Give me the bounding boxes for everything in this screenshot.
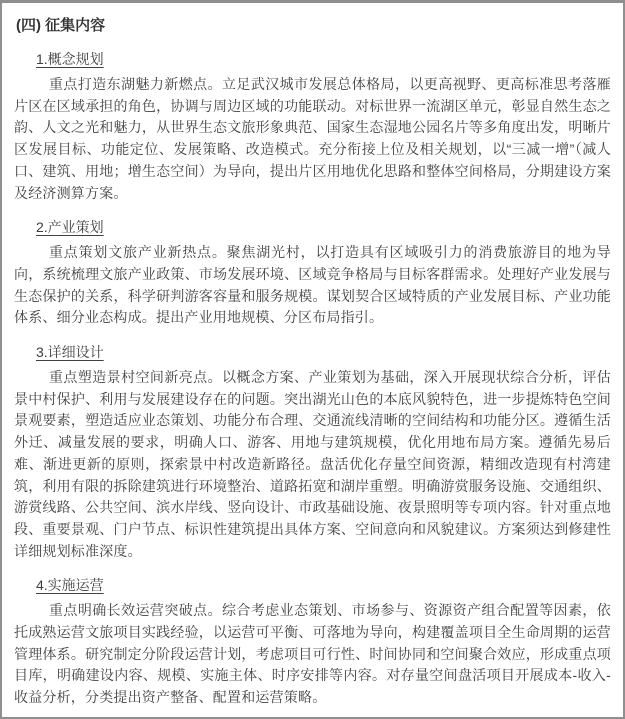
section-heading: 1.概念规划: [36, 51, 104, 67]
section-paragraph: 重点塑造景村空间新亮点。以概念方案、产业策划为基础，深入开展现状综合分析，评估景中村保护、利用与发展建设存在的问题。突出湖光山色的本底风貌特色，进一步提炼特色空间景观要素，塑造适应业态策划、功能分布合理、交通流线清晰的空间结构和功能分区。遵循生活外迁、减量发展的要求，明确人口、游客、用地与建筑规模，优化用地布局方案。遵循先易后难、渐进更新的原则，探索景中村改造新路径。盘活优化存量空间资源，精细改造现有村湾建筑，利用有限的拆除建筑进行环境整治、道路拓宽和湖岸重塑。明确游赏服务设施、交通组织、游赏线路、公共空间、滨水岸线、竖向设计、市政基础设施、夜景照明等专项内容。针对重点地段、重要景观、门户节点、标识性建筑提出具体方案、空间意向和风貌建议。方案须达到修建性详细规划标准深度。: [14, 369, 611, 559]
section-heading: 3.详细设计: [36, 344, 104, 361]
page-title: (四) 征集内容: [16, 17, 106, 34]
section-heading: 2.产业策划: [36, 219, 104, 236]
content-section: [14, 342, 611, 562]
content-section: [14, 49, 611, 204]
section-paragraph: 重点明确长效运营突破点。综合考虑业态策划、市场参与、资源资产组合配置等因素，依托成熟运营文旅项目实践经验，以运营可平衡、可落地为导向，构建覆盖项目全生命周期的运营管理体系。研究制定分阶段运营计划，考虑项目可行性、时间协同和空间聚合效应，形成重点项目库，明确建设内容、规模、实施主体、时序安排等内容。对存量空间盘活项目开展成本-收入-收益分析，分类提出资产整备、配置和运营策略。: [14, 602, 611, 706]
section-heading: 4.实施运营: [36, 577, 104, 594]
content-section: [14, 217, 611, 329]
section-paragraph: 重点策划文旅产业新热点。聚焦湖光村，以打造具有区域吸引力的消费旅游目的地为导向，系统梳理文旅产业政策、市场发展环境、区域竞争格局与目标客群需求。处理好产业发展与生态保护的关系，科学研判游客容量和服务规模。谋划契合区域特质的产业发展目标、产业功能体系、细分业态构成。提出产业用地规模、分区布局指引。: [14, 244, 611, 326]
content-section: [14, 575, 611, 709]
sections-container: [14, 49, 611, 709]
section-paragraph: 重点打造东湖魅力新燃点。立足武汉城市发展总体格局，以更高视野、更高标准思考落雁片区在区域承担的角色，协调与周边区域的功能联动。对标世界一流湖区单元，彰显自然生态之韵、人文之光和魅力，从世界生态文旅形象典范、国家生态湿地公园名片等多角度出发，明晰片区发展目标、功能定位、发展策略、改造模式。充分衔接上位及相关规划，以“三减一增”（减人口、建筑、用地；增生态空间）为导向，提出片区用地优化思路和整体空间格局，分期建设方案及经济测算方案。: [14, 76, 611, 201]
